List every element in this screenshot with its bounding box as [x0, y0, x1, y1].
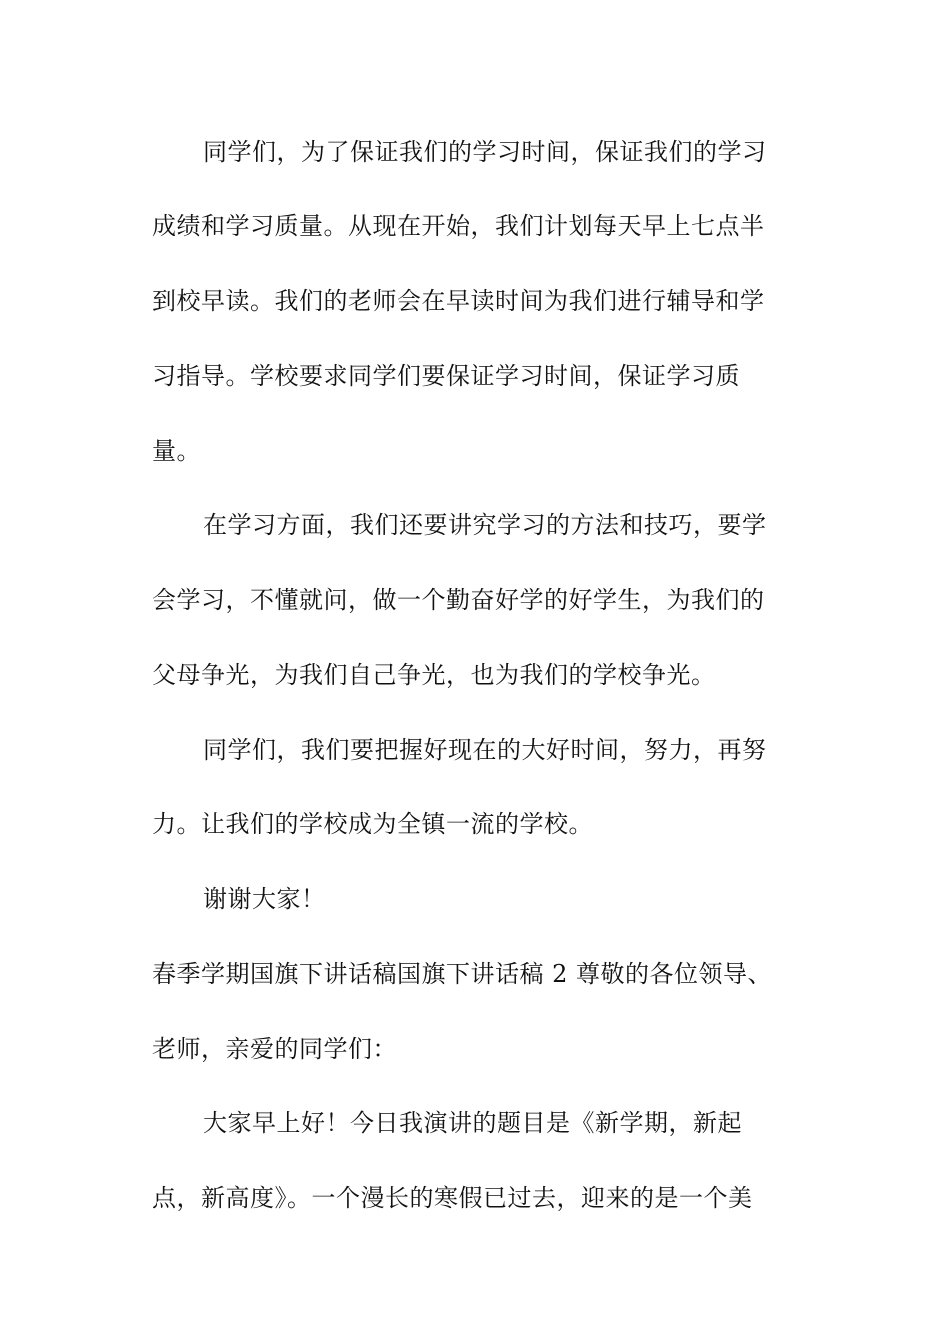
text-line: 会学习，不懂就问，做一个勤奋好学的好学生，为我们的 [152, 586, 765, 614]
text-line: 春季学期国旗下讲话稿国旗下讲话稿 2 尊敬的各位领导、 [152, 960, 773, 988]
text-line: 到校早读。我们的老师会在早读时间为我们进行辅导和学 [152, 287, 765, 315]
text-line: 量。 [152, 437, 201, 465]
text-line: 大家早上好！今日我演讲的题目是《新学期，新起 [203, 1109, 742, 1137]
text-line: 力。让我们的学校成为全镇一流的学校。 [152, 810, 593, 838]
text-line: 在学习方面，我们还要讲究学习的方法和技巧，要学 [203, 511, 767, 539]
text-line: 父母争光，为我们自己争光，也为我们的学校争光。 [152, 661, 716, 689]
text-line: 习指导。学校要求同学们要保证学习时间，保证学习质 [152, 362, 740, 390]
text-line: 谢谢大家！ [203, 885, 326, 913]
text-line: 成绩和学习质量。从现在开始，我们计划每天早上七点半 [152, 212, 765, 240]
text-line: 老师，亲爱的同学们： [152, 1035, 397, 1063]
text-line: 同学们，我们要把握好现在的大好时间，努力，再努 [203, 736, 767, 764]
text-line: 同学们，为了保证我们的学习时间，保证我们的学习 [203, 138, 767, 166]
text-line: 点，新高度》。一个漫长的寒假已过去，迎来的是一个美 [152, 1184, 753, 1212]
